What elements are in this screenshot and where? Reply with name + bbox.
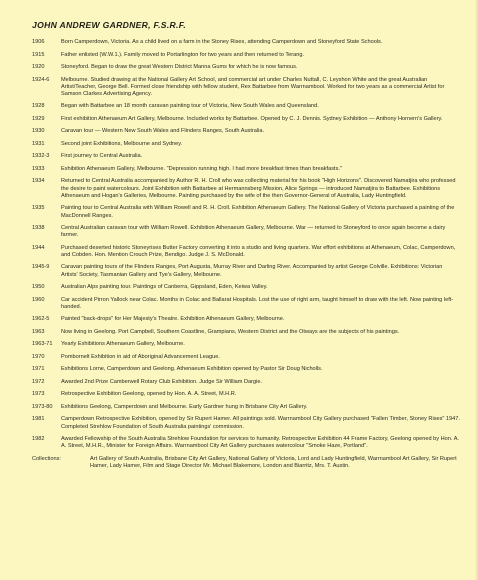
chronology-entry — [24, 52, 462, 59]
chronology-entry — [24, 436, 462, 450]
chronology-entry — [24, 284, 462, 291]
entry-text: Awarded 2nd Prize Camberwell Rotary Club Exhibition. Judge Sir William Dargie. — [61, 378, 263, 385]
entry-year: 1973 — [32, 391, 45, 398]
chronology-entry — [24, 77, 462, 99]
chronology-entry — [24, 39, 462, 46]
chronology-entry — [24, 178, 462, 200]
chronology-entry — [24, 264, 462, 278]
entry-year: 1930 — [32, 128, 45, 135]
entry-year: 1932-3 — [32, 153, 50, 160]
entry-text: Melbourne. Studied drawing at the National Gallery Art School, and commercial art under Charles Nuttall, C. Leyshon White and the great Australian Artist/Teacher, George Bell. Formed close friendship with fellow student, Rex Battarbee from Warrnambool. Worked for two years as a commercial Artist for Samson Clarkes Advertising Agency. — [61, 76, 445, 97]
entry-text: Purchased deserted historic Stoneyrises Butter Factory converting it into a studio and living quarters. War effort exhibitions at Athenaeum, Colac, Camperdown, and Cobden. Hon. Mention Crouch Prize, Bendigo. Judge J. S. McDonald. — [61, 244, 456, 258]
entry-text: Exhibition Athenaeum Gallery, Melbourne. "Depression running high. I had more breakfast times than breakfasts." — [61, 165, 342, 172]
chronology-entry — [24, 416, 462, 430]
entry-year: 1981 — [32, 416, 45, 423]
document-title: JOHN ANDREW GARDNER, F.S.R.F. — [32, 20, 187, 30]
entry-year: 1931 — [32, 140, 45, 147]
collections-label: Collections: — [32, 455, 61, 462]
chronology-entry — [24, 225, 462, 239]
entry-year: 1960 — [32, 296, 45, 303]
entry-text: Central Australian caravan tour with William Rowell. Exhibition Athenaeum Gallery, Melbourne. War — returned to Stoneyford to once again become a dairy farmer. — [61, 225, 446, 239]
chronology-entry — [24, 329, 462, 336]
entry-year: 1971 — [32, 366, 45, 373]
chronology-list — [24, 39, 462, 450]
chronology-entry — [24, 153, 462, 160]
chronology-entry — [24, 116, 462, 123]
entry-text: Now living in Geelong. Port Campbell, Southern Coastline, Grampians, Western District and the Otways are the subjects of his paintings. — [61, 328, 400, 335]
entry-text: Returned to Central Australia accompanied by Author R. H. Croll who was collecting material for his book "High Horizons". Discovered Namatjira who professed the desire to paint watercolours. Joint Exhibition with Battarbee at Hermannsberg Mission, Alice Springs — introduced Namatjira to Battarbee. Exhibitions Athenaeum and Hogan's Galleries, Melbourne. Painting purchased by the wife of the then Governor-General of Australia, Lady Huntingfield. — [61, 178, 456, 199]
entry-text: Exhibitions Geelong, Camperdown and Melbourne. Early Gardner hung in Brisbane City Art Gallery. — [61, 403, 308, 410]
entry-text: Exhibitions Lorne, Camperdown and Geelong. Athenaeum Exhibition opened by Pastor Sir Doug Nicholls. — [61, 366, 323, 373]
entry-year: 1929 — [32, 115, 45, 122]
entry-year: 1962-5 — [32, 316, 50, 323]
entry-text: Caravan painting tours of the Flinders Ranges, Port Augusta, Murray River and Darling River. Accompanied by artist George Colville. Exhibitions: Victorian Artists' Society, Tasmanian Gallery and Tye's Gallery, Melbourne. — [61, 264, 443, 278]
entry-text: First exhibition Athenaeum Art Gallery, Melbourne. Included works by Battarbee. Opened by C. J. Dennis. Sydney Exhibition — Anthony Hornern's Gallery. — [61, 115, 443, 122]
entry-text: Father enlisted (W.W.1.). Family moved to Portarlington for two years and then returned to Terang. — [61, 51, 305, 58]
entry-year: 1934 — [32, 178, 45, 185]
entry-year: 1928 — [32, 103, 45, 110]
entry-year: 1982 — [32, 436, 45, 443]
chronology-entry — [24, 366, 462, 373]
entry-text: First journey to Central Australia. — [61, 153, 143, 160]
entry-year: 1920 — [32, 64, 45, 70]
entry-year: 1944 — [32, 244, 45, 251]
entry-year: 1950 — [32, 284, 45, 291]
entry-text: Painted "back-drops" for Her Majesty's Theatre. Exhibition Athenaeum Gallery, Melbourne. — [61, 316, 285, 323]
chronology-entry — [24, 245, 462, 259]
entry-year: 1906 — [32, 39, 45, 45]
chronology-entry — [24, 404, 462, 411]
entry-text: Began with Battarbee an 18 month caravan painting tour of Victoria, New South Wales and Queensland. — [61, 103, 319, 110]
entry-text: Second joint Exhibitions, Melbourne and Sydney. — [61, 140, 183, 147]
entry-year: 1924-6 — [32, 76, 50, 83]
entry-text: Caravan tour — Western New South Wales and Flinders Ranges, South Australia. — [61, 128, 265, 135]
entry-text: Yearly Exhibitions Athenaeum Gallery, Melbourne. — [61, 341, 185, 348]
chronology-entry — [24, 316, 462, 323]
chronology-entry — [24, 103, 462, 110]
entry-year: 1933 — [32, 165, 45, 172]
chronology-entry — [24, 64, 462, 71]
chronology-entry — [24, 379, 462, 386]
entry-text: Painting tour to Central Australia with William Rowell and R. H. Croll. Exhibition Athenaeum Gallery. The National Gallery of Victoria purchased a painting of the MacDonnell Ranges. — [61, 205, 455, 219]
entry-year: 1938 — [32, 225, 45, 232]
entry-text: Born Camperdown, Victoria. As a child lived on a farm in the Stoney Rises, attending Camperdown and Stoneyford State Schools. — [61, 39, 383, 45]
chronology-entry — [24, 166, 462, 173]
entry-text: Car accident Pirron Yallock near Colac. Months in Colac and Ballarat Hospitals. Lost the use of right arm, taught himself to draw with the left. Now painting left-handed. — [61, 296, 454, 310]
entry-year: 1915 — [32, 51, 45, 58]
collections-section — [24, 456, 462, 470]
chronology-entry — [24, 354, 462, 361]
entry-text: Pombornelt Exhibition in aid of Aboriginal Advancement League. — [61, 353, 220, 360]
chronology-entry — [24, 391, 462, 398]
chronology-entry — [24, 128, 462, 135]
collections-text: Art Gallery of South Australia, Brisbane City Art Gallery, National Gallery of Victoria, Lord and Lady Huntingfield, Warrnambool Art Gallery, Sir Rupert Hamer, Lady Hamer, Film and Stage Director Mr. Michael Blakemore, London and Biarritz, Mrs. T. Austin. — [90, 455, 457, 469]
entry-text: Retrospective Exhibition Geelong, opened by Hon. A. A. Street, M.H.R. — [61, 391, 237, 398]
entry-year: 1972 — [32, 378, 45, 385]
chronology-entry — [24, 205, 462, 219]
entry-text: Stoneyford. Began to draw the great Western District Manna Gums for which he is now famous. — [61, 64, 298, 70]
entry-text: Awarded Fellowship of the South Australia Strehlow Foundation for services to humanity. Retrospective Exhibition 44 Frame Factory, Geelong opened by Hon. A. A. Street, M.H.R., Minister for Foreign Affairs. Warrnambool City Art Gallery purchases watercolour "Smoke Haze, Portland". — [61, 436, 459, 450]
chronology-entry — [24, 341, 462, 348]
entry-year: 1945-9 — [32, 264, 50, 271]
entry-text: Australian Alps painting tour. Paintings of Canberra, Gippsland, Eden, Keiwa Valley. — [61, 284, 268, 291]
chronology-entry — [24, 141, 462, 148]
chronology-entry — [24, 297, 462, 311]
entry-year: 1973-80 — [32, 403, 53, 410]
entry-year: 1963 — [32, 328, 45, 335]
entry-year: 1935 — [32, 205, 45, 212]
entry-year: 1963-71 — [32, 341, 53, 348]
entry-text: Camperdown Retrospective Exhibition, opened by Sir Rupert Hamer. All paintings sold. Warrnambool City Gallery purchased "Fallen Timber, Stoney Rises" 1947. Completed Strehlow Foundation of South Australia paintings' commission. — [61, 416, 460, 430]
entry-year: 1970 — [32, 353, 45, 360]
